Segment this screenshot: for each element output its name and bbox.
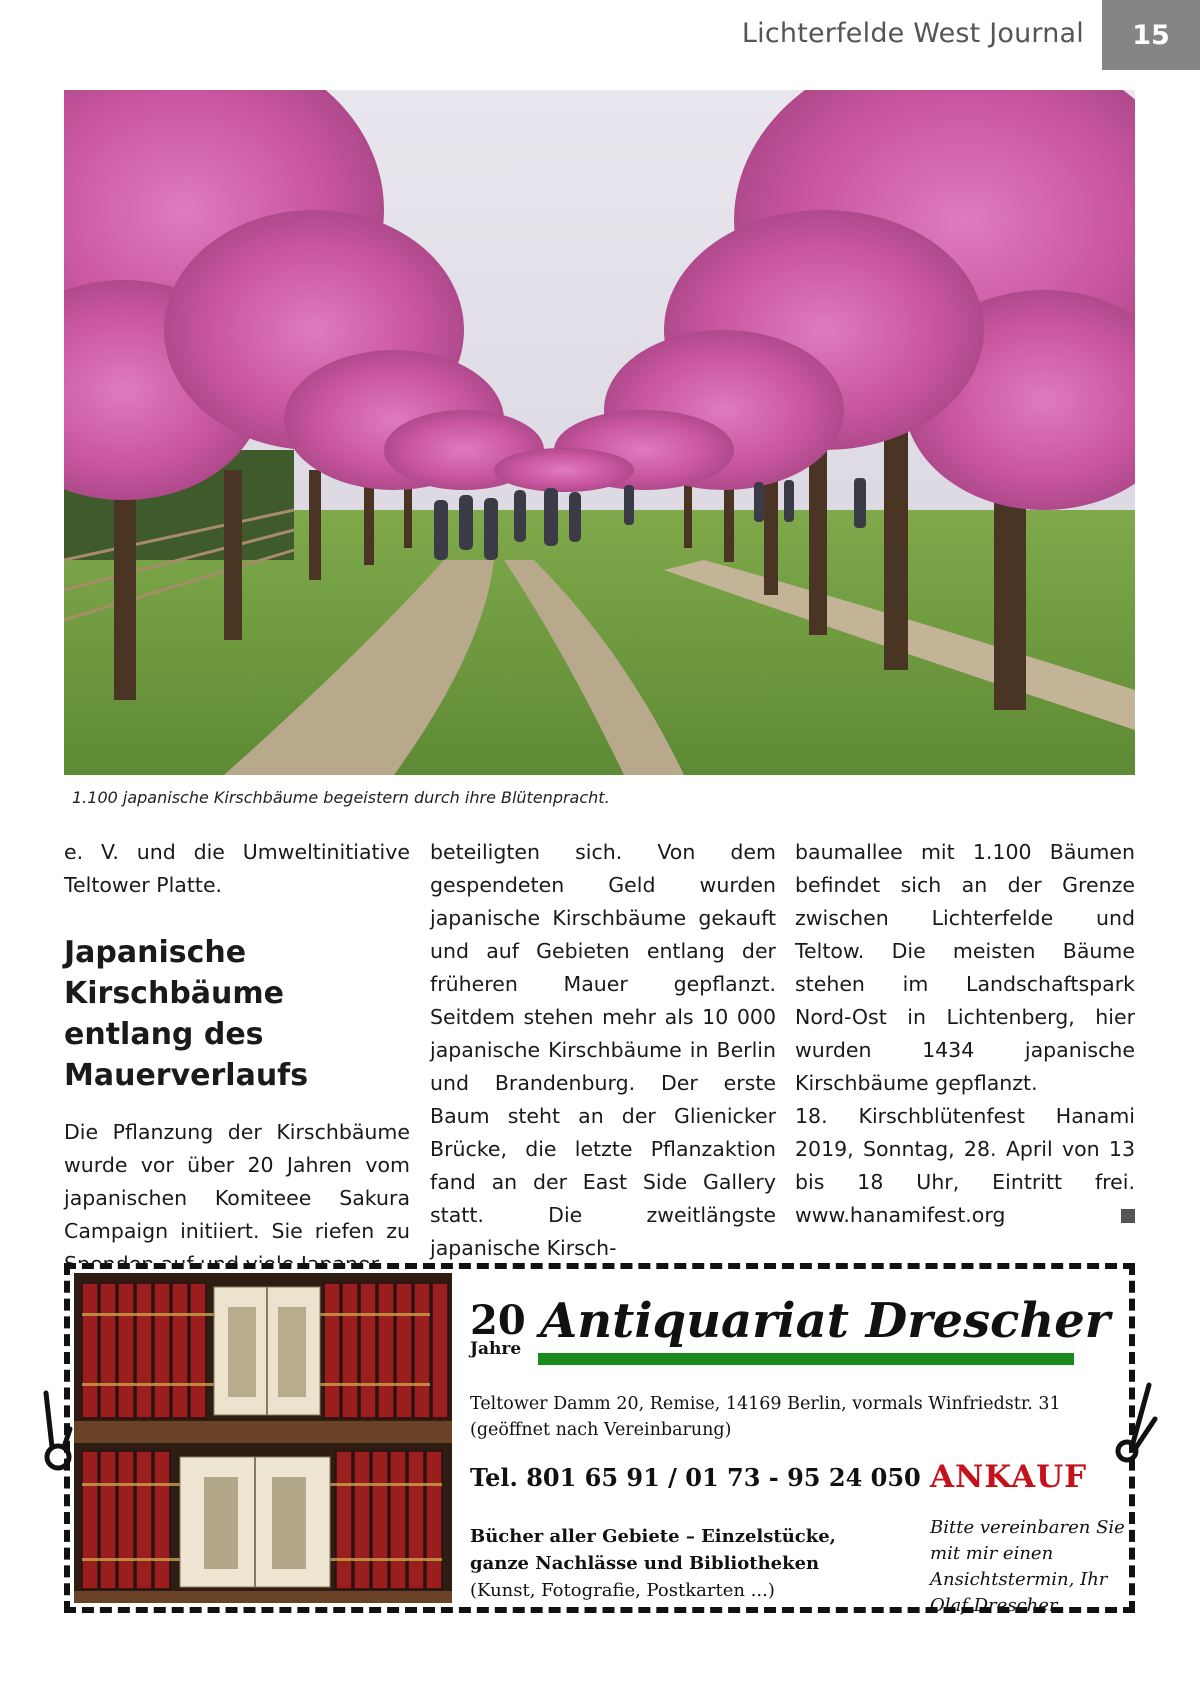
- article-subheading: Japanische Kirschbäume entlang des Mauerverlaufs: [64, 935, 309, 1093]
- ad-books-description: [470, 1523, 890, 1604]
- ad-appointment-note: Bitte vereinbaren Sie mit mir einen Ansichtstermin, Ihr Olaf Drescher: [930, 1517, 1125, 1616]
- column-1-body: Die Pflanzung der Kirschbäume wurde vor über 20 Jahren vom japanischen Komiteee Sakura Campaign initiiert. Sie riefen zu: [64, 1120, 410, 1243]
- column-3-body: baumallee mit 1.100 Bäumen befindet sich an der Grenze zwischen Lichterfelde und Teltow. Die meisten Bäume stehen im Landschaftspark Nord-Ost in Lichtenberg, hier wurden 1434 japanische Kirschbäume gepflanzt.: [795, 840, 1135, 1095]
- event-text: 18. Kirschblütenfest Hanami 2019, Sonntag, 28. April von 13 bis 18 Uhr, Eintritt frei. www.hanamifest.org: [795, 1104, 1135, 1227]
- ad-years-label: Jahre: [470, 1339, 522, 1359]
- article-column-3: [795, 836, 1135, 1232]
- ad-address: [470, 1391, 1110, 1443]
- ad-address-line: Teltower Damm 20, Remise, 14169 Berlin, vormals Winfriedstr. 31: [470, 1394, 1061, 1414]
- ad-books-line-3: (Kunst, Fotografie, Postkarten ...): [470, 1580, 775, 1601]
- cherry-blossom-photo: [64, 90, 1135, 775]
- ad-green-rule: [538, 1353, 1074, 1365]
- ad-books-line-1: Bücher aller Gebiete – Einzelstücke,: [470, 1526, 836, 1547]
- ad-telephone: Tel. 801 65 91 / 01 73 - 95 24 050: [470, 1463, 921, 1492]
- antiquariat-advertisement: [64, 1263, 1135, 1616]
- article-column-1: [64, 836, 410, 1281]
- bookshelf-photo: [74, 1273, 452, 1603]
- article-column-2: [430, 836, 776, 1265]
- scissors-icon: [1115, 1379, 1159, 1469]
- column-3-event: [795, 1100, 1135, 1232]
- ad-hours-line: (geöffnet nach Vereinbarung): [470, 1420, 732, 1440]
- ad-business-name: Antiquariat Drescher: [540, 1293, 1111, 1349]
- column-1-intro: e. V. und die Umweltinitiative Teltower Platte.: [64, 840, 410, 897]
- ad-ankauf: ANKAUF: [930, 1459, 1088, 1495]
- page-number: 15: [1102, 0, 1200, 70]
- photo-caption: 1.100 japanische Kirschbäume begeistern durch ihre Blütenpracht.: [72, 788, 610, 807]
- scissors-icon: [36, 1385, 80, 1475]
- ad-text-area: [470, 1269, 1129, 1616]
- journal-title: Lichterfelde West Journal: [741, 18, 1084, 49]
- ad-books-line-2: ganze Nachlässe und Bibliotheken: [470, 1553, 820, 1574]
- ad-years-number: 20: [470, 1297, 526, 1344]
- end-mark-icon: [1121, 1209, 1135, 1223]
- column-2-body: beteiligten sich. Von dem gespendeten Geld wurden japanische Kirschbäume gekauft und auf Gebieten entlang der früheren Mauer gepflanzt. Seitdem stehen mehr als 10 000 japanische Kirschbäume in Berlin und Brandenburg. Der erste Baum steht an der Glienicker Brücke, die letzte Pflanzaktion fand an der East Side Gallery statt. Die zweitlängste japanische Kirsch-: [430, 840, 776, 1260]
